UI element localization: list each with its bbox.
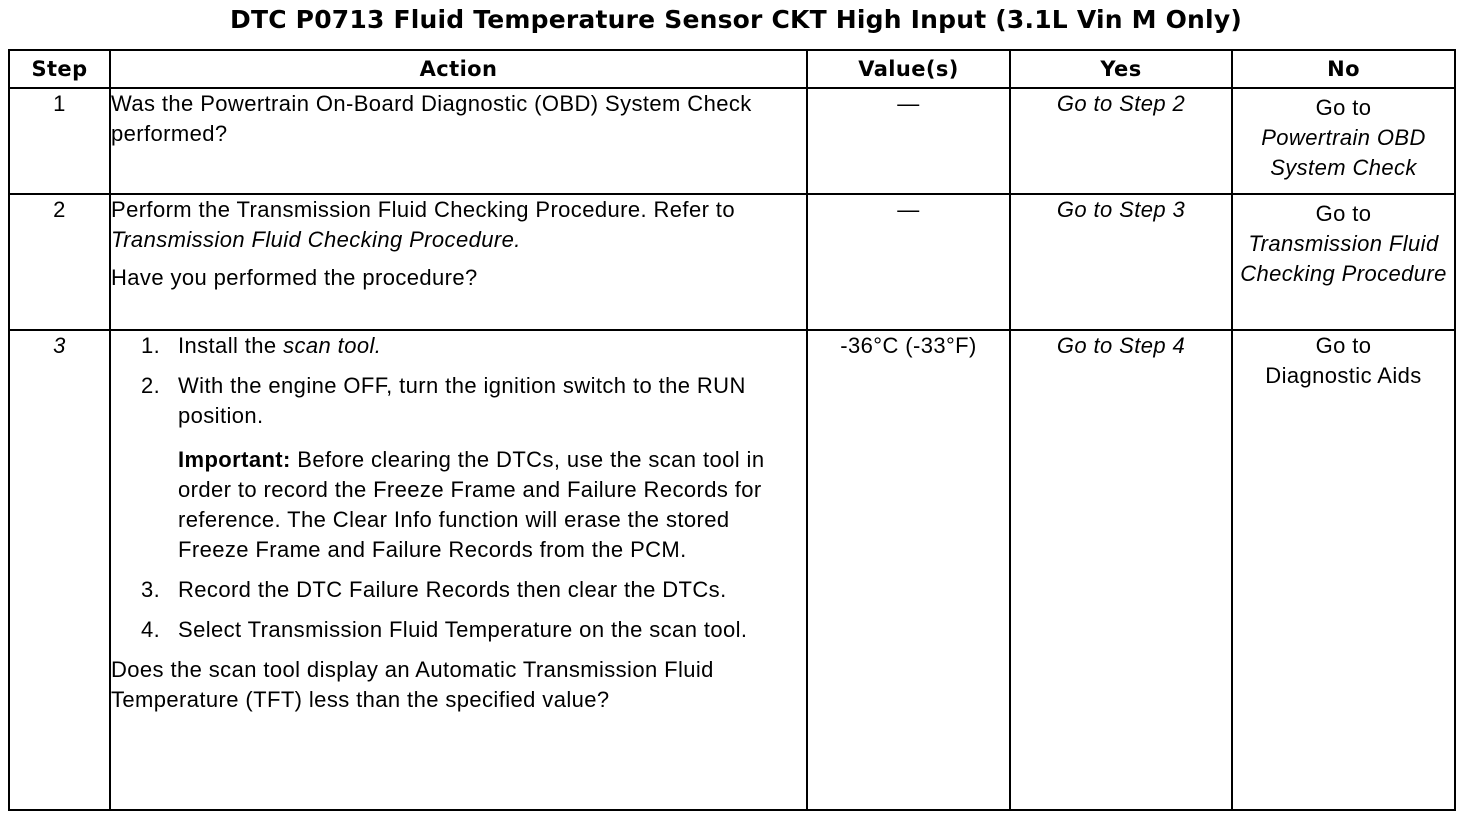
yes-link[interactable]: Go to Step 4 xyxy=(1056,333,1186,358)
important-text: Before clearing the DTCs, use the scan tool in order to record the Freeze Frame and Failure Records for reference. The Clear Info function will erase the stored Freeze Frame and Failure Records from the PCM. xyxy=(178,447,765,562)
item-text: Record the DTC Failure Records then clear the DTCs. xyxy=(178,577,727,602)
header-action: Action xyxy=(110,50,807,88)
list-item xyxy=(141,615,806,645)
step-number: 3 xyxy=(9,330,110,810)
yes-cell xyxy=(1010,194,1232,330)
item-number: 4. xyxy=(141,617,161,642)
yes-link[interactable]: Go to Step 3 xyxy=(1056,197,1186,222)
item-text: Install the xyxy=(178,333,284,358)
value-cell: -36°C (-33°F) xyxy=(807,330,1010,810)
list-item xyxy=(141,371,806,565)
no-link[interactable]: Powertrain OBD System Check xyxy=(1261,125,1426,180)
action-instruction xyxy=(111,195,806,255)
yes-cell xyxy=(1010,88,1232,194)
no-prefix: Go to xyxy=(1315,95,1372,120)
item-number: 2. xyxy=(141,373,161,398)
important-label: Important: xyxy=(178,447,291,472)
yes-cell xyxy=(1010,330,1232,810)
action-cell xyxy=(110,88,807,194)
no-cell xyxy=(1232,194,1455,330)
procedure-reference[interactable]: Transmission Fluid Checking Procedure. xyxy=(111,227,521,252)
action-cell xyxy=(110,194,807,330)
document-title: DTC P0713 Fluid Temperature Sensor CKT High Input (3.1L Vin M Only) xyxy=(230,5,1242,34)
item-text: With the engine OFF, turn the ignition switch to the RUN position. xyxy=(178,373,746,428)
value-cell: — xyxy=(807,88,1010,194)
table-row xyxy=(9,330,1455,810)
no-prefix: Go to xyxy=(1315,333,1372,358)
action-question: Have you performed the procedure? xyxy=(111,265,478,290)
no-cell xyxy=(1232,330,1455,810)
no-link[interactable]: Diagnostic Aids xyxy=(1265,363,1422,388)
item-text: Select Transmission Fluid Temperature on the scan tool. xyxy=(178,617,748,642)
action-cell xyxy=(110,330,807,810)
list-item xyxy=(141,331,806,361)
header-no: No xyxy=(1232,50,1455,88)
value-cell: — xyxy=(807,194,1010,330)
table-row xyxy=(9,88,1455,194)
list-item xyxy=(141,575,806,605)
yes-link[interactable]: Go to Step 2 xyxy=(1056,91,1186,116)
important-note xyxy=(178,445,806,565)
diagnostic-table xyxy=(8,49,1456,811)
action-text: Was the Powertrain On-Board Diagnostic (OBD) System Check performed? xyxy=(111,91,752,146)
action-question: Does the scan tool display an Automatic Transmission Fluid Temperature (TFT) less than the specified value? xyxy=(111,657,714,712)
header-value: Value(s) xyxy=(807,50,1010,88)
scan-tool-reference[interactable]: scan tool. xyxy=(283,333,382,358)
header-yes: Yes xyxy=(1010,50,1232,88)
procedure-steps xyxy=(111,331,806,645)
step-number: 1 xyxy=(9,88,110,194)
no-prefix: Go to xyxy=(1315,201,1372,226)
action-text: Perform the Transmission Fluid Checking Procedure. Refer to xyxy=(111,197,735,222)
table-row xyxy=(9,194,1455,330)
item-number: 1. xyxy=(141,333,161,358)
table-header-row xyxy=(9,50,1455,88)
item-number: 3. xyxy=(141,577,161,602)
no-cell xyxy=(1232,88,1455,194)
no-link[interactable]: Transmission Fluid Checking Procedure xyxy=(1240,231,1447,286)
step-number: 2 xyxy=(9,194,110,330)
header-step: Step xyxy=(9,50,110,88)
